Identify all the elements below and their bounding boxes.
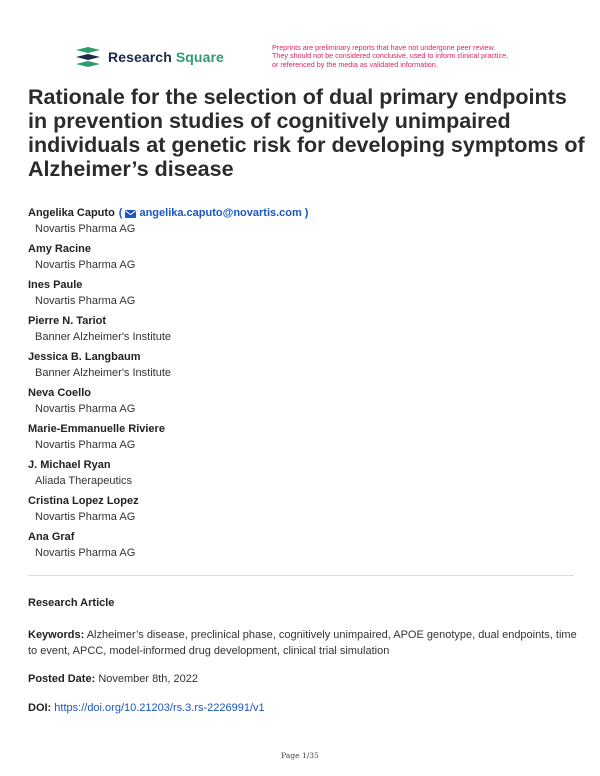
author-affiliation: Novartis Pharma AG [35,295,136,307]
doi-label: DOI: [28,702,52,714]
research-square-logo[interactable] [74,46,224,68]
author-affiliation: Novartis Pharma AG [35,223,136,235]
author-entry [28,423,588,459]
author-name: Amy Racine [28,243,91,255]
author-entry [28,207,588,243]
keywords-label: Keywords: [28,629,85,641]
author-entry [28,387,588,423]
posted-date-block [28,673,198,685]
posted-date-value: November 8th, 2022 [98,673,198,685]
logo-text: Research Square [108,49,224,65]
author-affiliation: Novartis Pharma AG [35,511,136,523]
author-entry [28,495,588,531]
author-email-link[interactable]: ( angelika.caputo@novartis.com ) [118,207,309,219]
page-number: Page 1/35 [281,751,319,760]
keywords-block [28,627,578,659]
author-entry [28,315,588,351]
author-entry [28,531,588,567]
author-entry [28,243,588,279]
author-name: Neva Coello [28,387,91,399]
notice-line: or referenced by the media as validated information. [272,59,438,69]
envelope-icon [125,210,136,218]
author-affiliation: Novartis Pharma AG [35,403,136,415]
author-name: Angelika Caputo [28,207,115,219]
author-name: Ana Graf [28,531,75,543]
author-affiliation: Banner Alzheimer's Institute [35,331,172,343]
notice-line: They should not be considered conclusive, used to inform clinical practice, [272,51,509,61]
author-name: Jessica B. Langbaum [28,351,141,363]
paper-title: Rationale for the selection of dual primary endpoints in prevention studies of cognitively unimpaired individuals at genetic risk for developing symptoms of Alzheimer’s disease [28,85,585,181]
author-affiliation: Novartis Pharma AG [35,439,136,451]
author-name: Cristina Lopez Lopez [28,495,139,507]
author-affiliation: Aliada Therapeutics [35,475,133,487]
author-name: J. Michael Ryan [28,459,111,471]
author-name: Marie-Emmanuelle Riviere [28,423,165,435]
author-affiliation: Novartis Pharma AG [35,259,136,271]
author-affiliation: Novartis Pharma AG [35,547,136,559]
section-divider [28,575,574,576]
notice-line: Preprints are preliminary reports that have not undergone peer review. [272,43,496,52]
preprint-notice [272,44,572,69]
author-list [28,207,588,567]
keywords-text: Alzheimer’s disease, preclinical phase, cognitively unimpaired, APOE genotype, dual endpoints, time to event, APCC, model-informed drug development, clinical trial simulation [28,629,577,657]
author-name: Ines Paule [28,279,83,291]
author-entry [28,351,588,387]
author-entry [28,279,588,315]
article-type: Research Article [28,597,115,609]
doi-link[interactable]: https://doi.org/10.21203/rs.3.rs-2226991/v1 [54,702,265,714]
doi-block [28,702,265,714]
author-name: Pierre N. Tariot [28,315,107,327]
author-affiliation: Banner Alzheimer's Institute [35,367,172,379]
author-entry [28,459,588,495]
research-square-logo-icon [74,46,102,68]
posted-date-label: Posted Date: [28,673,96,685]
